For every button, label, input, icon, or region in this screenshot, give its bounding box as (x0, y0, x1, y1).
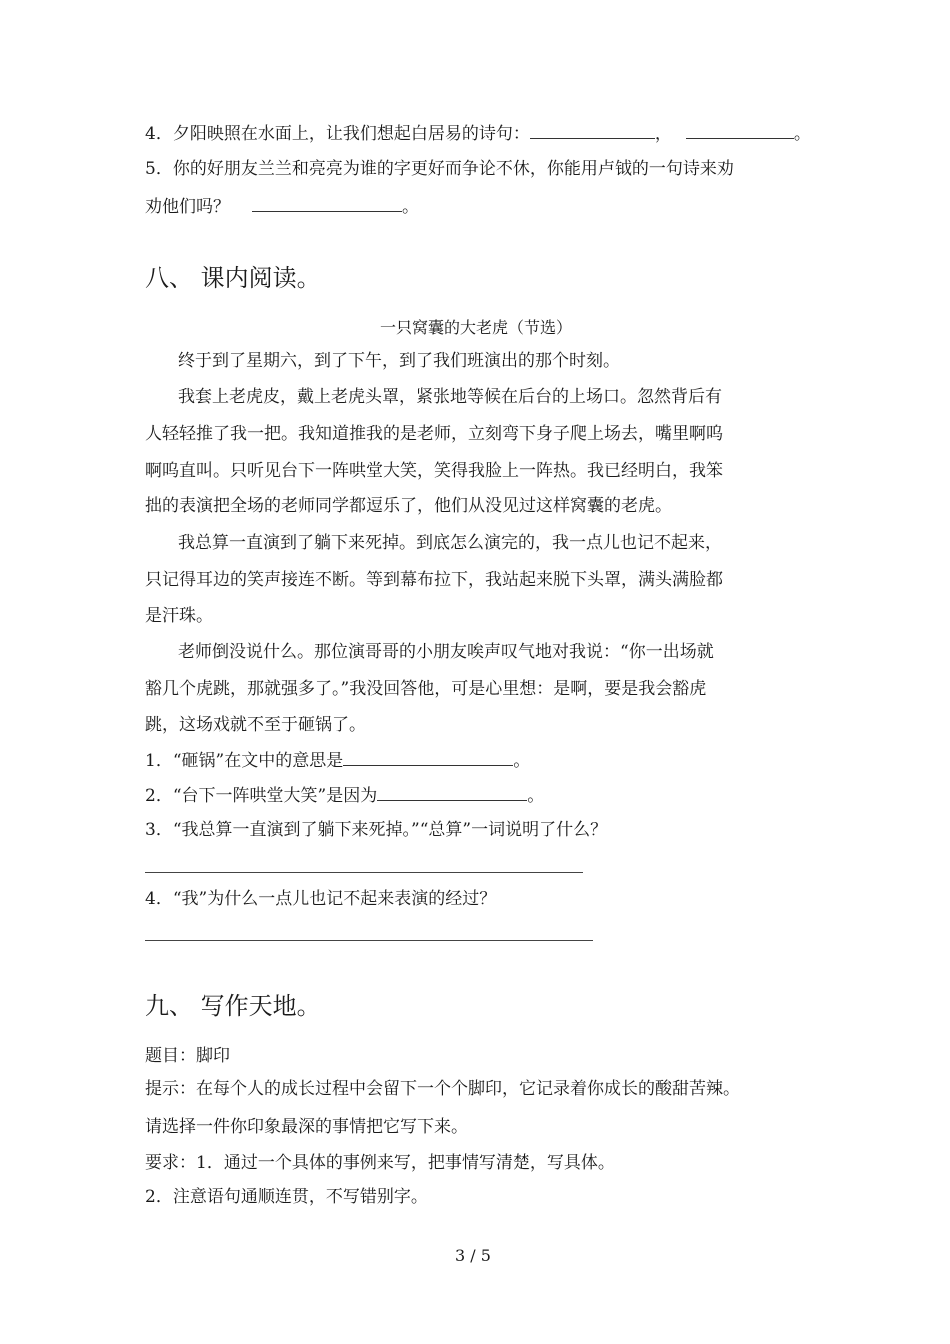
period: 。 (402, 197, 419, 217)
writing-requirement-1: 要求：1．通过一个具体的事例来写，把事情写清楚，写具体。 (145, 1153, 615, 1173)
period: 。 (527, 786, 545, 806)
passage-line: 拙的表演把全场的老师同学都逗乐了，他们从没见过这样窝囊的老虎。 (145, 496, 672, 516)
answer-blank (343, 751, 513, 766)
passage-line: 啊呜直叫。只听见台下一阵哄堂大笑，笑得我脸上一阵热。我已经明白，我笨 (145, 461, 723, 481)
question-4-poem (145, 124, 811, 144)
question-5-text: 劝他们吗？ (145, 197, 230, 217)
period: 。 (793, 124, 811, 144)
passage-line: 人轻轻推了我一把。我知道推我的是老师，立刻弯下身子爬上场去，嘴里啊呜 (145, 424, 723, 444)
section-9-heading: 九、 写作天地。 (145, 992, 321, 1020)
passage-line: 只记得耳边的笑声接连不断。等到幕布拉下，我站起来脱下头罩，满头满脸都 (145, 570, 723, 590)
answer-blank (252, 197, 402, 212)
reading-question-4: 4．“我”为什么一点儿也记不起来表演的经过？ (145, 889, 497, 909)
reading-question-1 (145, 751, 530, 771)
reading-question-2 (145, 786, 544, 806)
passage-line: 终于到了星期六，到了下午，到了我们班演出的那个时刻。 (178, 351, 620, 371)
answer-blank (530, 124, 655, 139)
section-8-heading: 八、 课内阅读。 (145, 264, 321, 292)
answer-line (145, 940, 593, 941)
question-text: 1．“砸锅”在文中的意思是 (145, 751, 344, 771)
answer-blank (377, 786, 527, 801)
passage-line: 是汗珠。 (145, 606, 213, 626)
writing-requirement-2: 2．注意语句通顺连贯，不写错别字。 (145, 1187, 428, 1207)
comma: ， (654, 124, 672, 144)
answer-line (145, 872, 583, 873)
passage-line: 跳，这场戏就不至于砸锅了。 (145, 715, 366, 735)
passage-line: 我套上老虎皮，戴上老虎头罩，紧张地等候在后台的上场口。忽然背后有 (178, 387, 722, 407)
question-text: 2．“台下一阵哄堂大笑”是因为 (145, 786, 378, 806)
writing-hint-cont: 请选择一件你印象最深的事情把它写下来。 (145, 1117, 468, 1137)
question-5-line2 (145, 197, 419, 217)
writing-hint: 提示：在每个人的成长过程中会留下一个个脚印，它记录着你成长的酸甜苦辣。 (145, 1079, 740, 1099)
answer-blank (686, 124, 794, 139)
passage-title: 一只窝囊的大老虎（节选） (380, 318, 573, 337)
passage-line: 我总算一直演到了躺下来死掉。到底怎么演完的，我一点儿也记不起来， (178, 533, 722, 553)
question-5-line1: 5．你的好朋友兰兰和亮亮为谁的字更好而争论不休，你能用卢钺的一句诗来劝 (145, 159, 734, 179)
passage-line: 豁几个虎跳，那就强多了。”我没回答他，可是心里想：是啊，要是我会豁虎 (145, 679, 707, 699)
passage-line: 老师倒没说什么。那位演哥哥的小朋友唉声叹气地对我说：“你一出场就 (178, 642, 714, 662)
page-number: 3 / 5 (455, 1246, 491, 1265)
writing-topic: 题目：脚印 (145, 1046, 230, 1066)
reading-question-3: 3．“我总算一直演到了躺下来死掉。”“总算”一词说明了什么？ (145, 820, 608, 840)
question-4-text: 4．夕阳映照在水面上，让我们想起白居易的诗句： (145, 124, 530, 144)
period: 。 (513, 751, 531, 771)
